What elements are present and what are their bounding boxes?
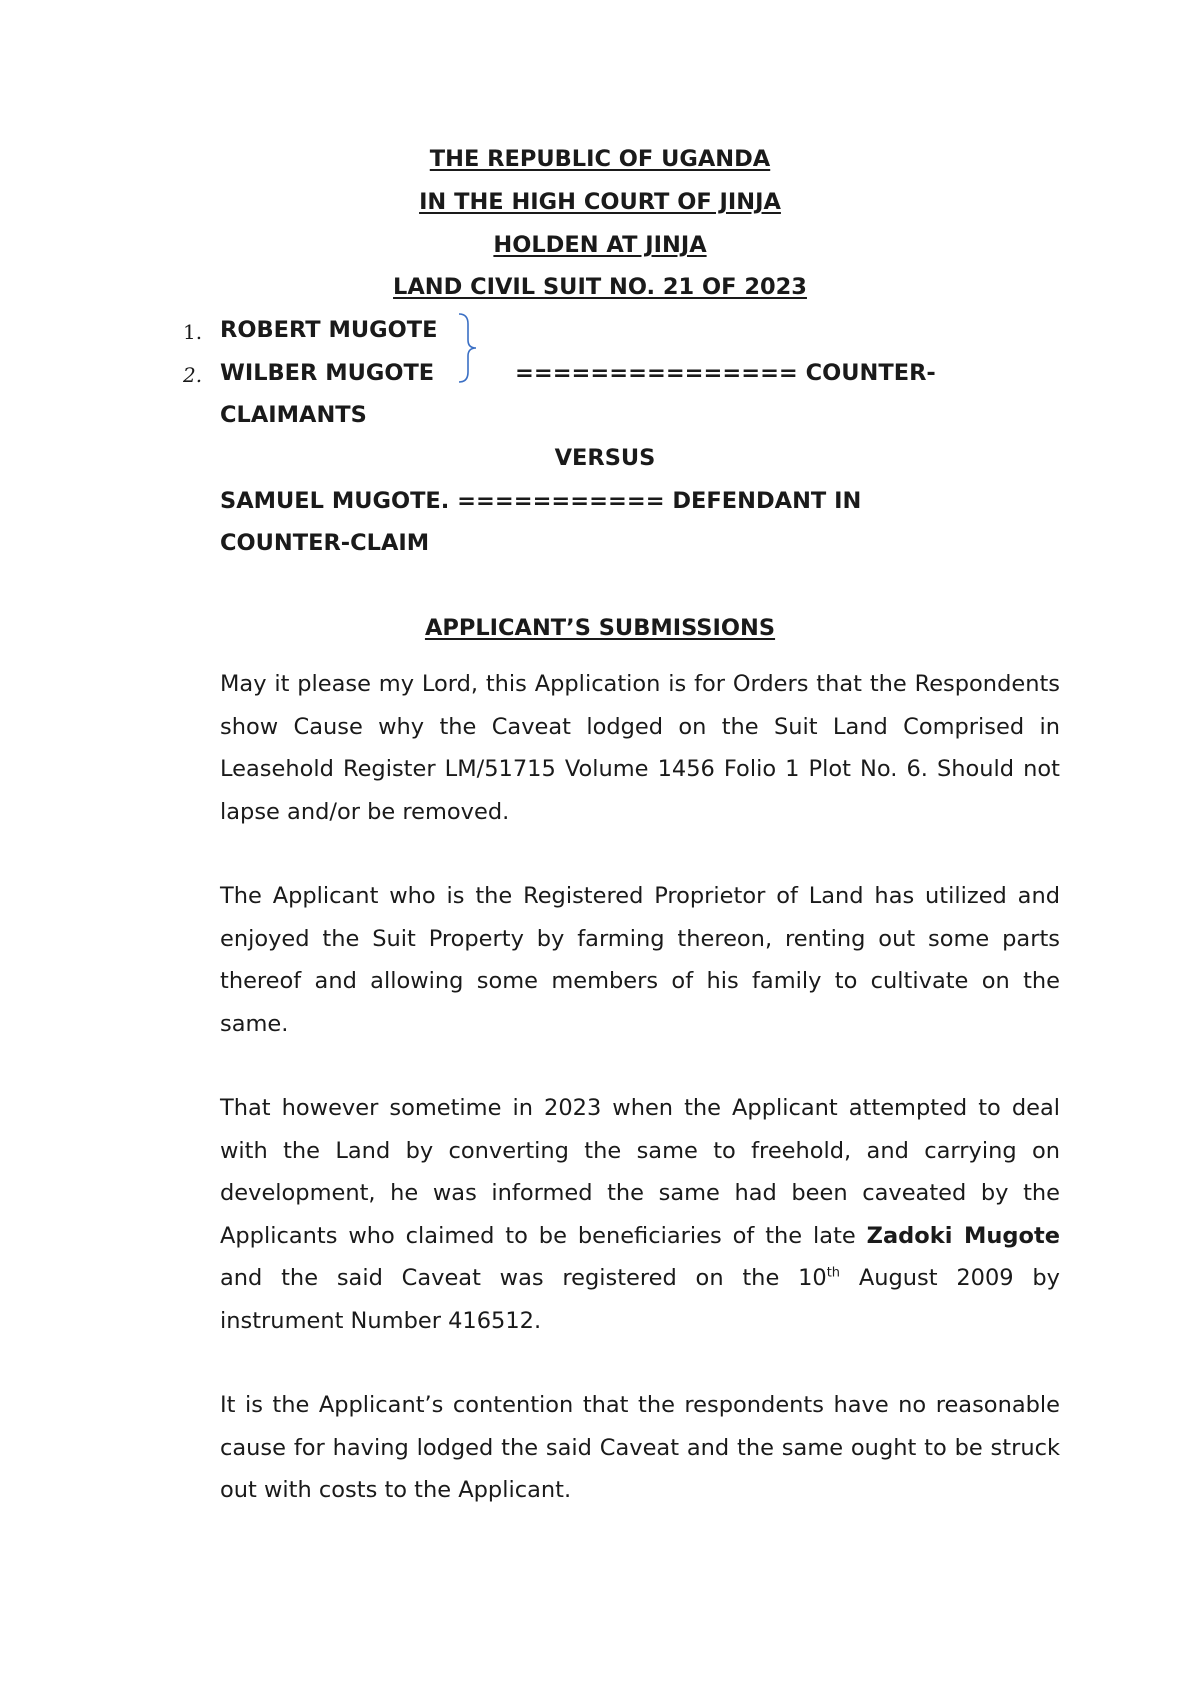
claimant-1: ROBERT MUGOTE bbox=[220, 317, 438, 343]
submissions-title: APPLICANT’S SUBMISSIONS bbox=[424, 615, 776, 641]
paragraph-1-text: May it please my Lord, this Application is for Orders that the Respondents show Cause why the Caveat lodged on the Suit Land Comprised in Leasehold Register LM/51715 Volume 1456 Folio 1 Plot No. 6. Should not lapse and/or be removed. bbox=[220, 671, 1060, 825]
list-number-1: 1. bbox=[183, 320, 203, 344]
claimants-label: CLAIMANTS bbox=[220, 402, 367, 428]
heading-suit-number: LAND CIVIL SUIT NO. 21 OF 2023 bbox=[393, 274, 807, 300]
paragraph-2 bbox=[220, 875, 1060, 1045]
paragraph-3 bbox=[220, 1087, 1060, 1342]
curly-brace-icon bbox=[450, 312, 482, 384]
versus-label: VERSUS bbox=[554, 445, 656, 471]
defendant-label: COUNTER-CLAIM bbox=[220, 530, 430, 556]
heading-holden: HOLDEN AT JINJA bbox=[493, 232, 707, 258]
paragraph-1 bbox=[220, 663, 1060, 833]
paragraph-3-part-a: That however sometime in 2023 when the Applicant attempted to deal with the Land by converting the same to freehold, and carrying on development, he was informed the same had been caveated by the Applicants who claimed to be beneficiaries of the late bbox=[220, 1095, 1060, 1249]
list-number-2: 2. bbox=[183, 363, 203, 387]
defendant-line: SAMUEL MUGOTE. =========== DEFENDANT IN bbox=[220, 488, 862, 514]
paragraph-3-part-b: and the said Caveat was registered on the 10 bbox=[220, 1265, 827, 1291]
heading-court: IN THE HIGH COURT OF JINJA bbox=[419, 189, 781, 215]
deceased-name: Zadoki Mugote bbox=[866, 1222, 1060, 1249]
paragraph-3-part-c: August 2009 by instrument Number 416512. bbox=[220, 1265, 1060, 1334]
claimant-2: WILBER MUGOTE bbox=[220, 360, 435, 386]
paragraph-2-text: The Applicant who is the Registered Proprietor of Land has utilized and enjoyed the Suit Property by farming thereon, renting out some parts thereof and allowing some members of his family to cultivate on the same. bbox=[220, 883, 1060, 1037]
ordinal-suffix: th bbox=[826, 1265, 841, 1281]
claimants-separator: =============== COUNTER- bbox=[515, 360, 936, 386]
paragraph-4 bbox=[220, 1384, 1060, 1512]
paragraph-4-text: It is the Applicant’s contention that the respondents have no reasonable cause for having lodged the said Caveat and the same ought to be struck out with costs to the Applicant. bbox=[220, 1392, 1060, 1503]
heading-republic: THE REPUBLIC OF UGANDA bbox=[429, 146, 771, 172]
paragraph-3-text bbox=[220, 1087, 1060, 1342]
